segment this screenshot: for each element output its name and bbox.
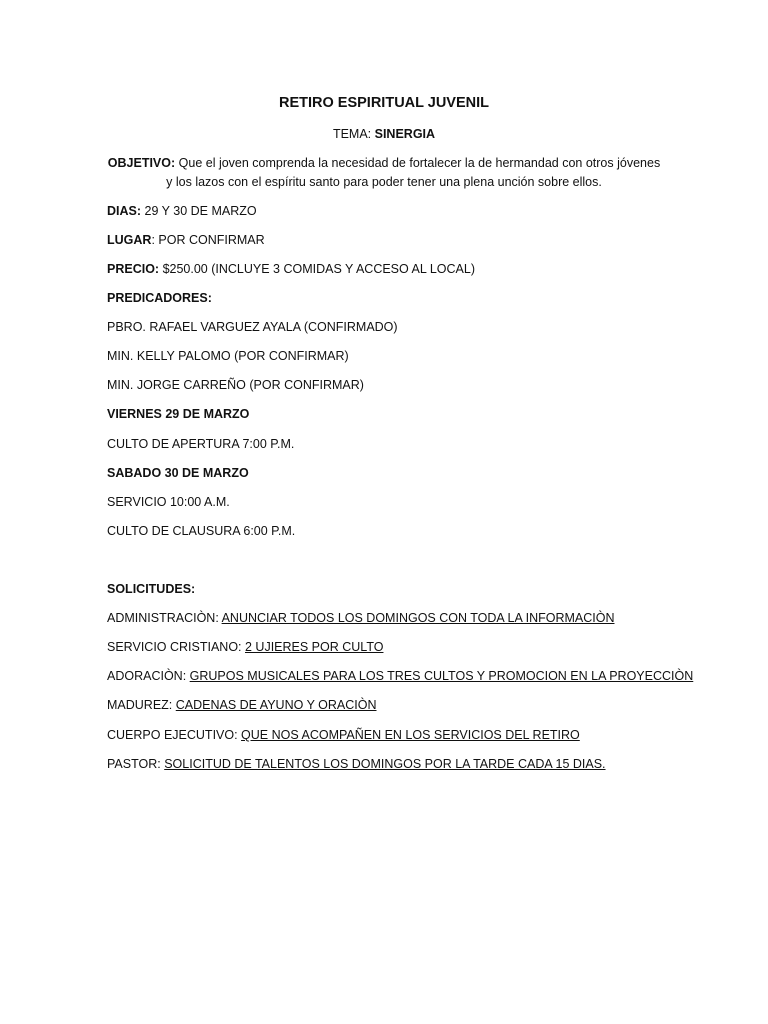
objetivo-text-2: y los lazos con el espíritu santo para poder tener una plena unción sobre ellos.: [166, 175, 602, 189]
objetivo-text-1: Que el joven comprenda la necesidad de fortalecer la de hermandad con otros jóvenes: [178, 156, 661, 170]
solicitud-label: ADORACIÒN:: [107, 669, 190, 683]
solicitud-item: [107, 639, 383, 655]
tema-line: [0, 126, 768, 142]
solicitud-value: ANUNCIAR TODOS LOS DOMINGOS CON TODA LA INFORMACIÒN: [221, 611, 615, 625]
solicitud-value: 2 UJIERES POR CULTO: [245, 640, 384, 654]
solicitud-label: PASTOR:: [107, 757, 165, 771]
solicitud-item: [107, 756, 606, 772]
solicitud-item: [107, 727, 580, 743]
solicitud-value: GRUPOS MUSICALES PARA LOS TRES CULTOS Y PROMOCION EN LA PROYECCIÒN: [189, 669, 694, 683]
objetivo-label: OBJETIVO:: [107, 156, 176, 170]
viernes-heading-text: VIERNES 29 DE MARZO: [107, 407, 250, 421]
solicitud-value: CADENAS DE AYUNO Y ORACIÒN: [175, 698, 377, 712]
sabado-heading: [107, 465, 249, 481]
solicitud-item: [107, 610, 614, 626]
solicitudes-heading-text: SOLICITUDES:: [107, 582, 196, 596]
sabado-item: CULTO DE CLAUSURA 6:00 P.M.: [107, 524, 296, 538]
tema-label: TEMA:: [332, 127, 372, 141]
lugar-line: [107, 232, 265, 248]
dias-line: [107, 203, 257, 219]
precio-line: [107, 261, 475, 277]
solicitud-value: SOLICITUD DE TALENTOS LOS DOMINGOS POR LA TARDE CADA 15 DIAS.: [164, 757, 606, 771]
viernes-item: CULTO DE APERTURA 7:00 P.M.: [107, 437, 295, 451]
predicadores-heading: [107, 290, 212, 306]
sabado-item: SERVICIO 10:00 A.M.: [107, 495, 230, 509]
dias-label: DIAS:: [107, 204, 142, 218]
precio-value: $250.00 (INCLUYE 3 COMIDAS Y ACCESO AL LOCAL): [162, 262, 475, 276]
solicitud-label: ADMINISTRACIÒN:: [107, 611, 222, 625]
tema-value: SINERGIA: [374, 127, 436, 141]
objetivo-line-1: [0, 155, 768, 171]
solicitud-label: SERVICIO CRISTIANO:: [107, 640, 245, 654]
predicador-item: MIN. KELLY PALOMO (POR CONFIRMAR): [107, 349, 349, 363]
lugar-value: : POR CONFIRMAR: [151, 233, 265, 247]
predicador-item: MIN. JORGE CARREÑO (POR CONFIRMAR): [107, 378, 364, 392]
solicitud-label: CUERPO EJECUTIVO:: [107, 728, 242, 742]
precio-label: PRECIO:: [107, 262, 160, 276]
lugar-label: LUGAR: [107, 233, 152, 247]
predicadores-heading-text: PREDICADORES:: [107, 291, 212, 305]
solicitud-label: MADUREZ:: [107, 698, 176, 712]
viernes-heading: [107, 406, 249, 422]
predicador-item: PBRO. RAFAEL VARGUEZ AYALA (CONFIRMADO): [107, 320, 398, 334]
solicitud-item: [107, 697, 377, 713]
solicitudes-heading: [107, 581, 195, 597]
dias-value: 29 Y 30 DE MARZO: [144, 204, 257, 218]
solicitud-value: QUE NOS ACOMPAÑEN EN LOS SERVICIOS DEL RETIRO: [241, 728, 580, 742]
document-title: RETIRO ESPIRITUAL JUVENIL: [278, 95, 489, 111]
objetivo-line-2: [0, 174, 768, 190]
sabado-heading-text: SABADO 30 DE MARZO: [107, 466, 249, 480]
solicitud-item: [107, 668, 693, 684]
